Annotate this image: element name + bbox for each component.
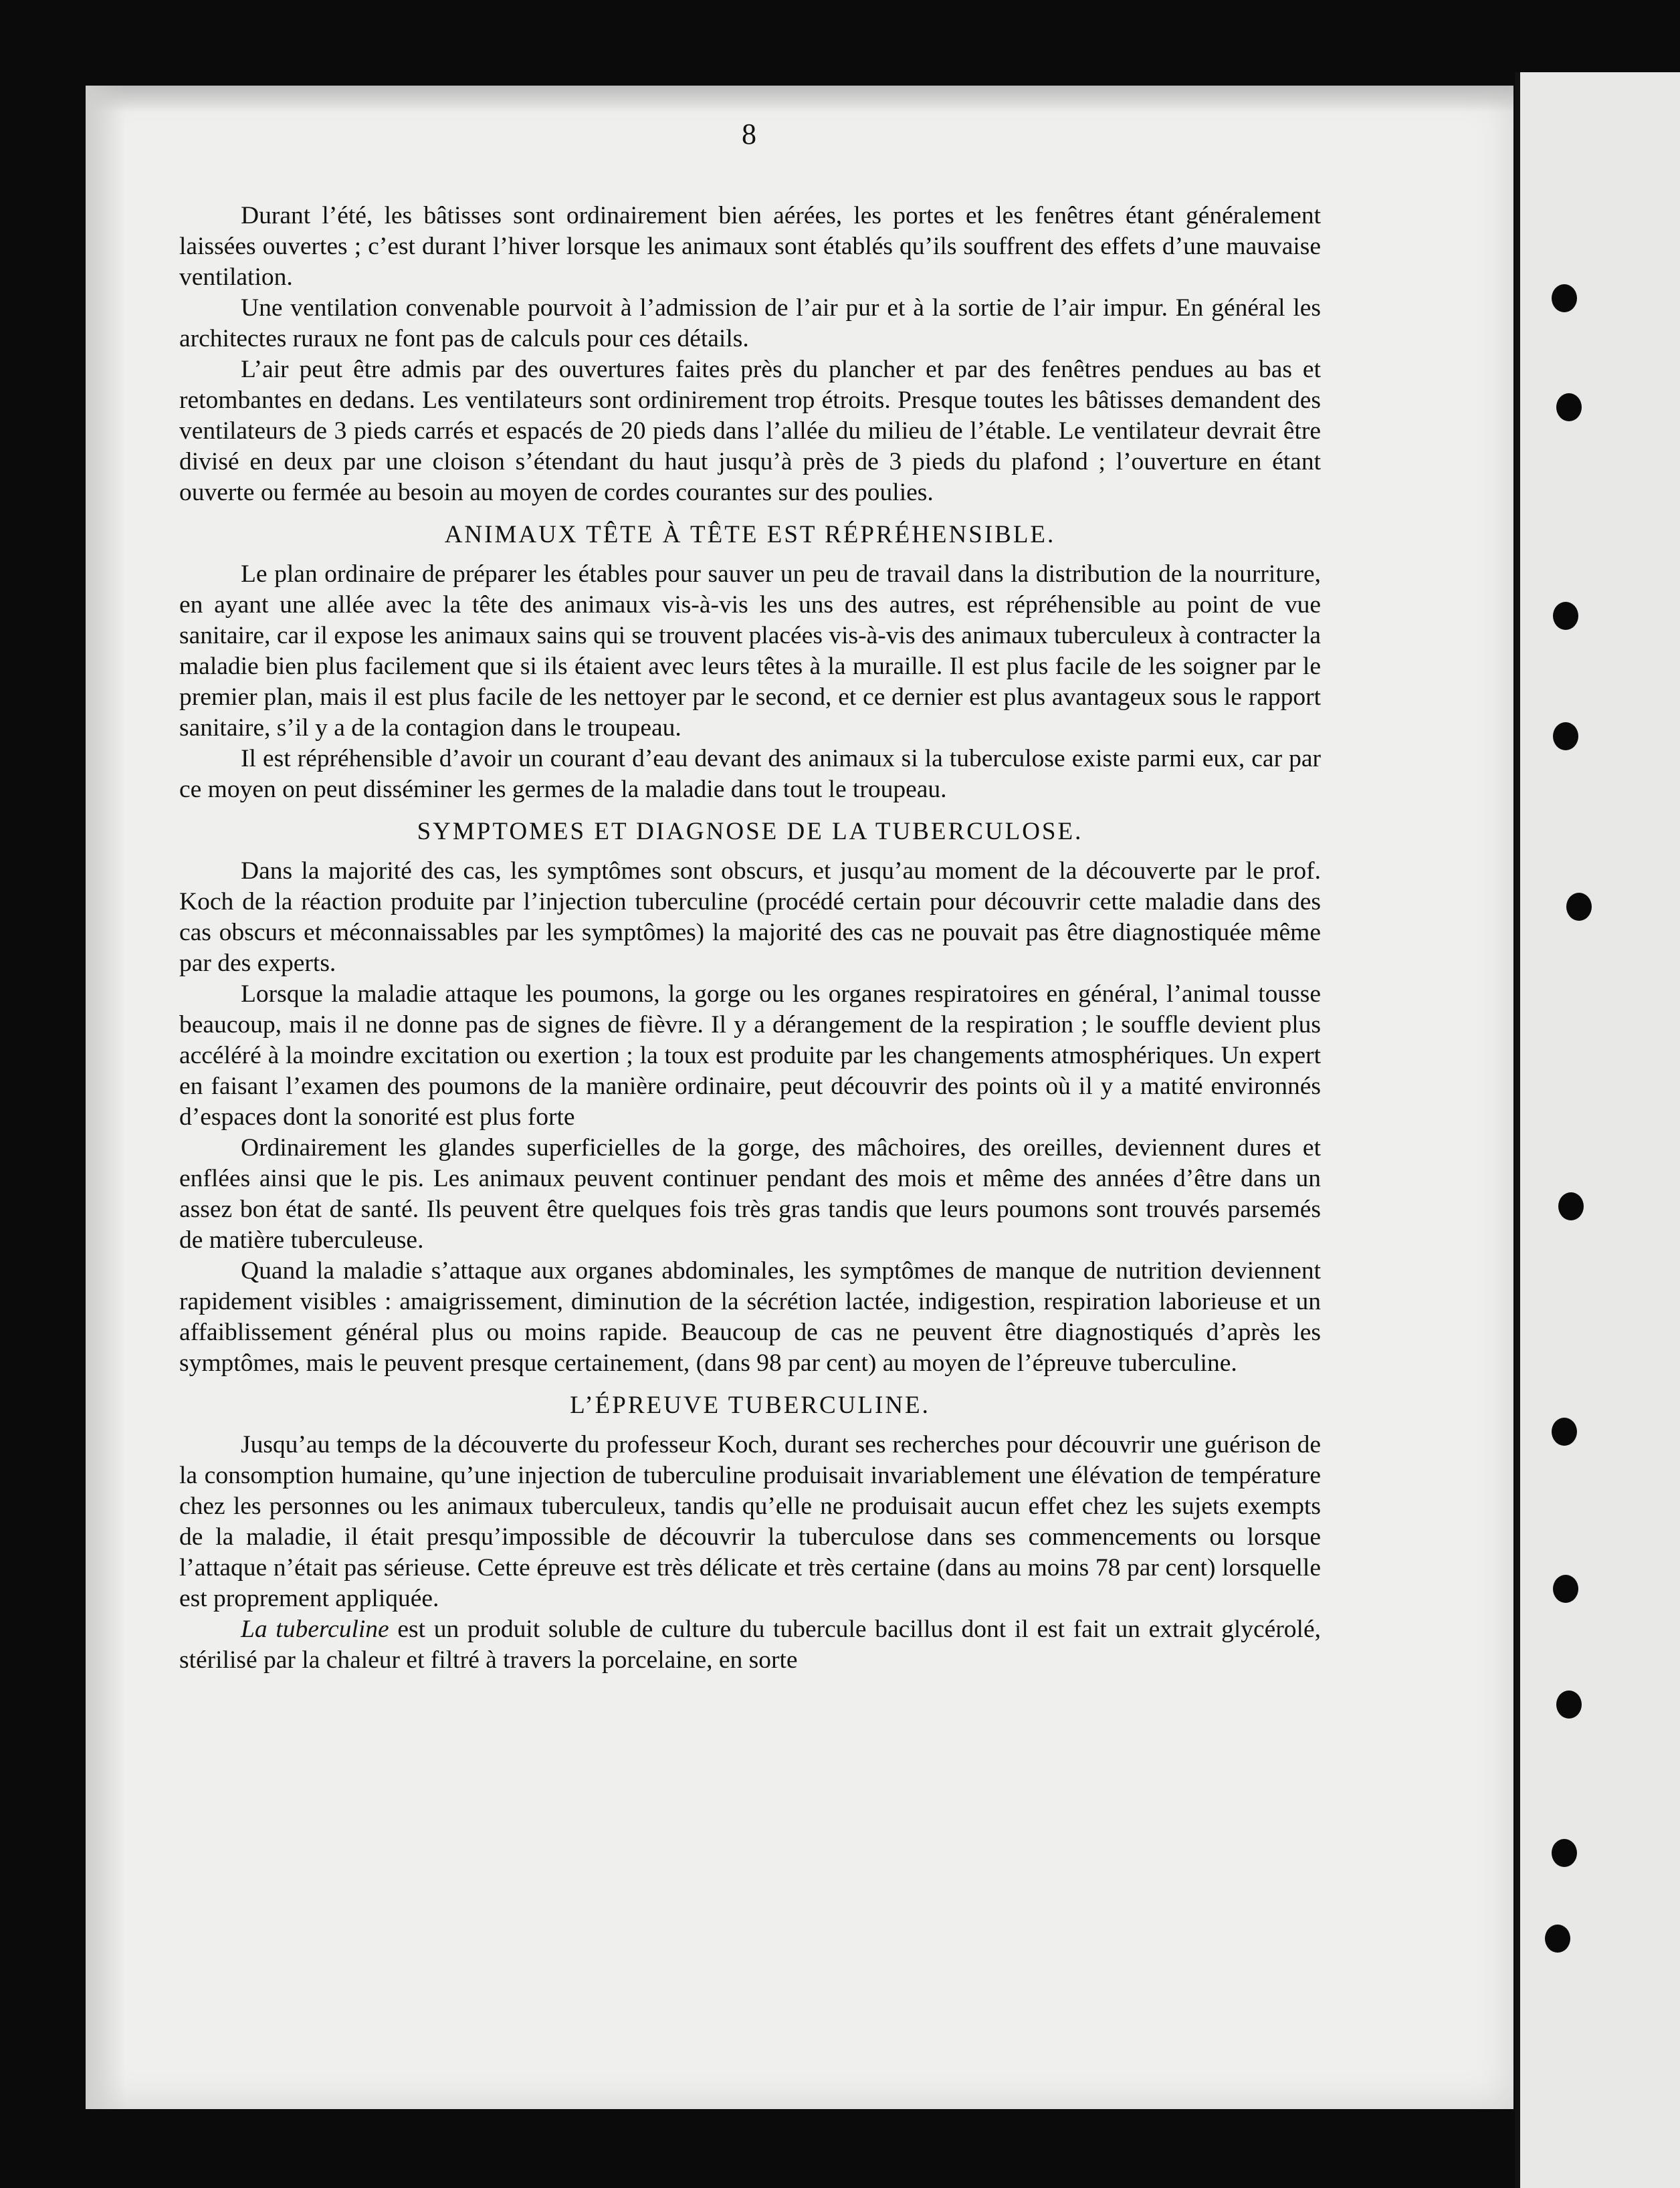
section-heading: L’ÉPREUVE TUBERCULINE. bbox=[570, 1392, 930, 1419]
punch-hole bbox=[1553, 1575, 1578, 1603]
page-shadow bbox=[86, 86, 126, 2109]
section-heading: SYMPTOMES ET DIAGNOSE DE LA TUBERCULOSE. bbox=[417, 818, 1083, 845]
section-heading: ANIMAUX TÊTE À TÊTE EST RÉPRÉHENSIBLE. bbox=[444, 521, 1056, 548]
paragraph: Durant l’été, les bâtisses sont ordinairement bien aérées, les portes et les fenêtres étant généralement laissées ouvertes ; c’est durant l’hiver lorsque les animaux sont établés qu’ils souffrent des effets d’une mauvaise ventilation. bbox=[179, 202, 1321, 291]
punch-hole bbox=[1552, 1839, 1577, 1867]
paragraph-text: est un produit soluble de culture du tubercule bacillus dont il est fait un extrait glycérolé, stérilisé par la chaleur et filtré à travers la porcelaine, en sorte bbox=[179, 1616, 1321, 1674]
punch-hole bbox=[1545, 1925, 1570, 1953]
body-text bbox=[179, 201, 1321, 1676]
italic-term: La tuberculine bbox=[241, 1616, 389, 1643]
page-shadow bbox=[86, 86, 1513, 112]
paragraph: Jusqu’au temps de la découverte du professeur Koch, durant ses recherches pour découvrir une guérison de la consomption humaine, qu’une injection de tuberculine produisait invariablement une élévation de température chez les personnes ou les animaux tuberculeux, tandis qu’elle ne produisait aucun effet chez les sujets exempts de la maladie, il était presqu’impossible de découvrir la tuberculose dans ses commencements ou lorsque l’attaque n’était pas sérieuse. Cette épreuve est très délicate et très certaine (dans au moins 78 par cent) lorsquelle est proprement appliquée. bbox=[179, 1431, 1321, 1612]
paragraph bbox=[179, 1614, 1321, 1676]
punch-hole bbox=[1552, 1418, 1577, 1446]
paragraph: L’air peut être admis par des ouvertures faites près du plancher et par des fenêtres pendues au bas et retombantes en dedans. Les ventilateurs sont ordinirement trop étroits. Presque toutes les bâtisses demandent des ventilateurs de 3 pieds carrés et espacés de 20 pieds dans l’allée du milieu de l’étable. Le ventilateur devrait être divisé en deux par une cloison s’étendant du haut jusqu’à près de 3 pieds du plafond ; l’ouverture en étant ouverte ou fermée au besoin au moyen de cordes courantes sur des poulies. bbox=[179, 356, 1321, 506]
paragraph: Une ventilation convenable pourvoit à l’admission de l’air pur et à la sortie de l’air impur. En général les architectes ruraux ne font pas de calculs pour ces détails. bbox=[179, 294, 1321, 352]
paragraph: Le plan ordinaire de préparer les étables pour sauver un peu de travail dans la distribution de la nourriture, en ayant une allée avec la tête des animaux vis-à-vis les uns des autres, est répréhensible au point de vue sanitaire, car il expose les animaux sains qui se trouvent placées vis-à-vis des animaux tuberculeux à contracter la maladie bien plus facilement que si ils étaient avec leurs têtes à la muraille. Il est plus facile de les soigner par le premier plan, mais il est plus facile de les nettoyer par le second, et ce dernier est plus avantageux sous le rapport sanitaire, s’il y a de la contagion dans le troupeau. bbox=[179, 560, 1321, 742]
paragraph: Dans la majorité des cas, les symptômes sont obscurs, et jusqu’au moment de la découverte par le prof. Koch de la réaction produite par l’injection tuberculine (procédé certain pour découvrir cette maladie dans des cas obscurs et méconnaissables par les symptômes) la majorité des cas ne pouvait pas être diagnostiquée même par des experts. bbox=[179, 857, 1321, 977]
punch-hole bbox=[1553, 722, 1578, 750]
page-number: 8 bbox=[742, 118, 756, 150]
paragraph: Quand la maladie s’attaque aux organes abdominales, les symptômes de manque de nutrition deviennent rapidement visibles : amaigrissement, diminution de la sécrétion lactée, indigestion, respiration laborieuse et un affaiblissement général plus ou moins rapide. Beaucoup de cas ne peuvent être diagnostiqués d’après les symptômes, mais le peuvent presque certainement, (dans 98 par cent) au moyen de l’épreuve tuberculine. bbox=[179, 1257, 1321, 1377]
adjacent-page-edge bbox=[1515, 72, 1520, 2188]
punch-hole bbox=[1556, 393, 1582, 421]
punch-hole bbox=[1553, 602, 1578, 630]
punch-hole bbox=[1552, 284, 1577, 312]
punch-hole bbox=[1558, 1192, 1584, 1220]
punch-hole bbox=[1556, 1690, 1582, 1719]
paragraph: Lorsque la maladie attaque les poumons, la gorge ou les organes respiratoires en général, l’animal tousse beaucoup, mais il ne donne pas de signes de fièvre. Il y a dérangement de la respiration ; le souffle devient plus accéléré à la moindre excitation ou exertion ; la toux est produite par les changements atmosphériques. Un expert en faisant l’examen des poumons de la manière ordinaire, peut découvrir des points où il y a matité environnés d’espaces dont la sonorité est plus forte bbox=[179, 980, 1321, 1131]
punch-hole bbox=[1566, 893, 1592, 921]
paragraph: Ordinairement les glandes superficielles de la gorge, des mâchoires, des oreilles, deviennent dures et enflées ainsi que le pis. Les animaux peuvent continuer pendant des mois et même des années d’être dans un assez bon état de santé. Ils peuvent être quelques fois très gras tandis que leurs poumons sont trouvés parsemés de matière tuberculeuse. bbox=[179, 1134, 1321, 1254]
adjacent-page bbox=[1515, 72, 1680, 2188]
paragraph: Il est répréhensible d’avoir un courant d’eau devant des animaux si la tuberculose existe parmi eux, car par ce moyen on peut disséminer les germes de la maladie dans tout le troupeau. bbox=[179, 745, 1321, 803]
